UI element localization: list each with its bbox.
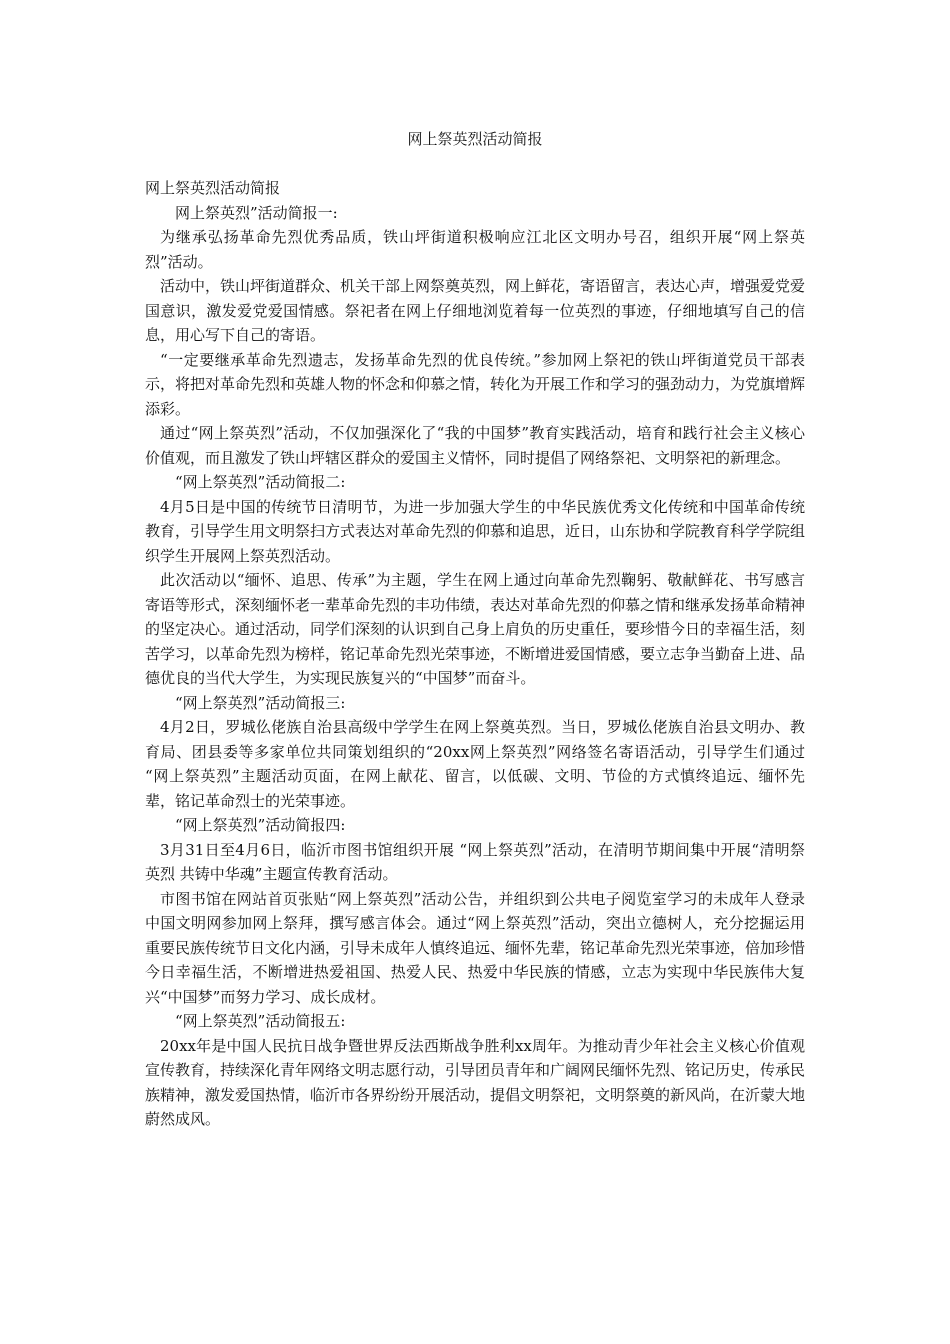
paragraph: “一定要继承革命先烈遗志，发扬革命先烈的优良传统。”参加网上祭祀的铁山坪街道党员干部表示，将把对革命先烈和英雄人物的怀念和仰慕之情，转化为开展工作和学习的强劲动力，为党旗增辉添彩。 [145, 350, 806, 418]
paragraph: 20xx年是中国人民抗日战争暨世界反法西斯战争胜利xx周年。为推动青少年社会主义核心价值观宣传教育，持续深化青年网络文明志愿行动，引导团员青年和广阔网民缅怀先烈、铭记历史，传承民族精神，激发爱国热情，临沂市各界纷纷开展活动，提倡文明祭祀，文明祭奠的新风尚，在沂蒙大地蔚然成风。 [145, 1036, 806, 1128]
paragraph: 活动中，铁山坪街道群众、机关干部上网祭奠英烈，网上鲜花，寄语留言，表达心声，增强爱党爱国意识，激发爱党爱国情感。祭祀者在网上仔细地浏览着每一位英烈的事迹，仔细地填写自己的信息，用心写下自己的寄语。 [145, 277, 806, 344]
section-heading: “网上祭英烈”活动简报四: [175, 816, 346, 834]
paragraph: 为继承弘扬革命先烈优秀品质，铁山坪街道积极响应江北区文明办号召，组织开展“网上祭英烈”活动。 [145, 228, 805, 271]
paragraph: 3月31日至4月6日，临沂市图书馆组织开展 “网上祭英烈”活动，在清明节期间集中开展“清明祭英烈 共铸中华魂”主题宣传教育活动。 [145, 840, 805, 883]
document-title: 网上祭英烈活动简报 [407, 130, 543, 148]
paragraph: 此次活动以“缅怀、追思、传承”为主题，学生在网上通过向革命先烈鞠躬、敬献鲜花、书写感言寄语等形式，深刻缅怀老一辈革命先烈的丰功伟绩，表达对革命先烈的仰慕之情和继承发扬革命精神的坚定决心。通过活动，同学们深刻的认识到自己身上肩负的历史重任，要珍惜今日的幸福生活，刻苦学习，以革命先烈为榜样，铭记革命先烈光荣事迹，不断增进爱国情感，要立志争当勤奋上进、品德优良的当代大学生，为实现民族复兴的“中国梦”而奋斗。 [145, 571, 806, 687]
paragraph: 4月2日，罗城仫佬族自治县高级中学学生在网上祭奠英烈。当日，罗城仫佬族自治县文明办、教育局、团县委等多家单位共同策划组织的“20xx网上祭英烈”网络签名寄语活动，引导学生们通过 “网上祭英烈”主题活动页面，在网上献花、留言，以低碳、文明、节俭的方式慎终追远、缅怀先辈，铭记革命烈士的光荣事迹。 [145, 718, 805, 810]
paragraph: 市图书馆在网站首页张贴“网上祭英烈”活动公告，并组织到公共电子阅览室学习的未成年人登录中国文明网参加网上祭拜，撰写感言体会。通过“网上祭英烈”活动，突出立德树人，充分挖掘运用重要民族传统节日文化内涵，引导未成年人慎终追远、缅怀先辈，铭记革命先烈光荣事迹，倍加珍惜今日幸福生活，不断增进热爱祖国、热爱人民、热爱中华民族的情感，立志为实现中华民族伟大复兴“中国梦”而努力学习、成长成材。 [145, 889, 806, 1006]
paragraph: 4月5日是中国的传统节日清明节，为进一步加强大学生的中华民族优秀文化传统和中国革命传统教育，引导学生用文明祭扫方式表达对革命先烈的仰慕和追思，近日，山东协和学院教育科学学院组织学生开展网上祭英烈活动。 [145, 497, 806, 565]
section-heading: “网上祭英烈”活动简报三: [175, 693, 346, 712]
paragraph: 通过“网上祭英烈”活动，不仅加强深化了“我的中国梦”教育实践活动，培育和践行社会主义核心价值观，而且激发了铁山坪辖区群众的爱国主义情怀，同时提倡了网络祭祀、文明祭祀的新理念。 [145, 424, 805, 467]
section-heading: “网上祭英烈”活动简报五: [175, 1012, 346, 1030]
document-body [145, 176, 805, 1132]
section-heading: 网上祭英烈”活动简报一: [175, 203, 338, 222]
document-subtitle: 网上祭英烈活动简报 [145, 179, 281, 197]
section-heading: “网上祭英烈”活动简报二: [175, 473, 346, 491]
